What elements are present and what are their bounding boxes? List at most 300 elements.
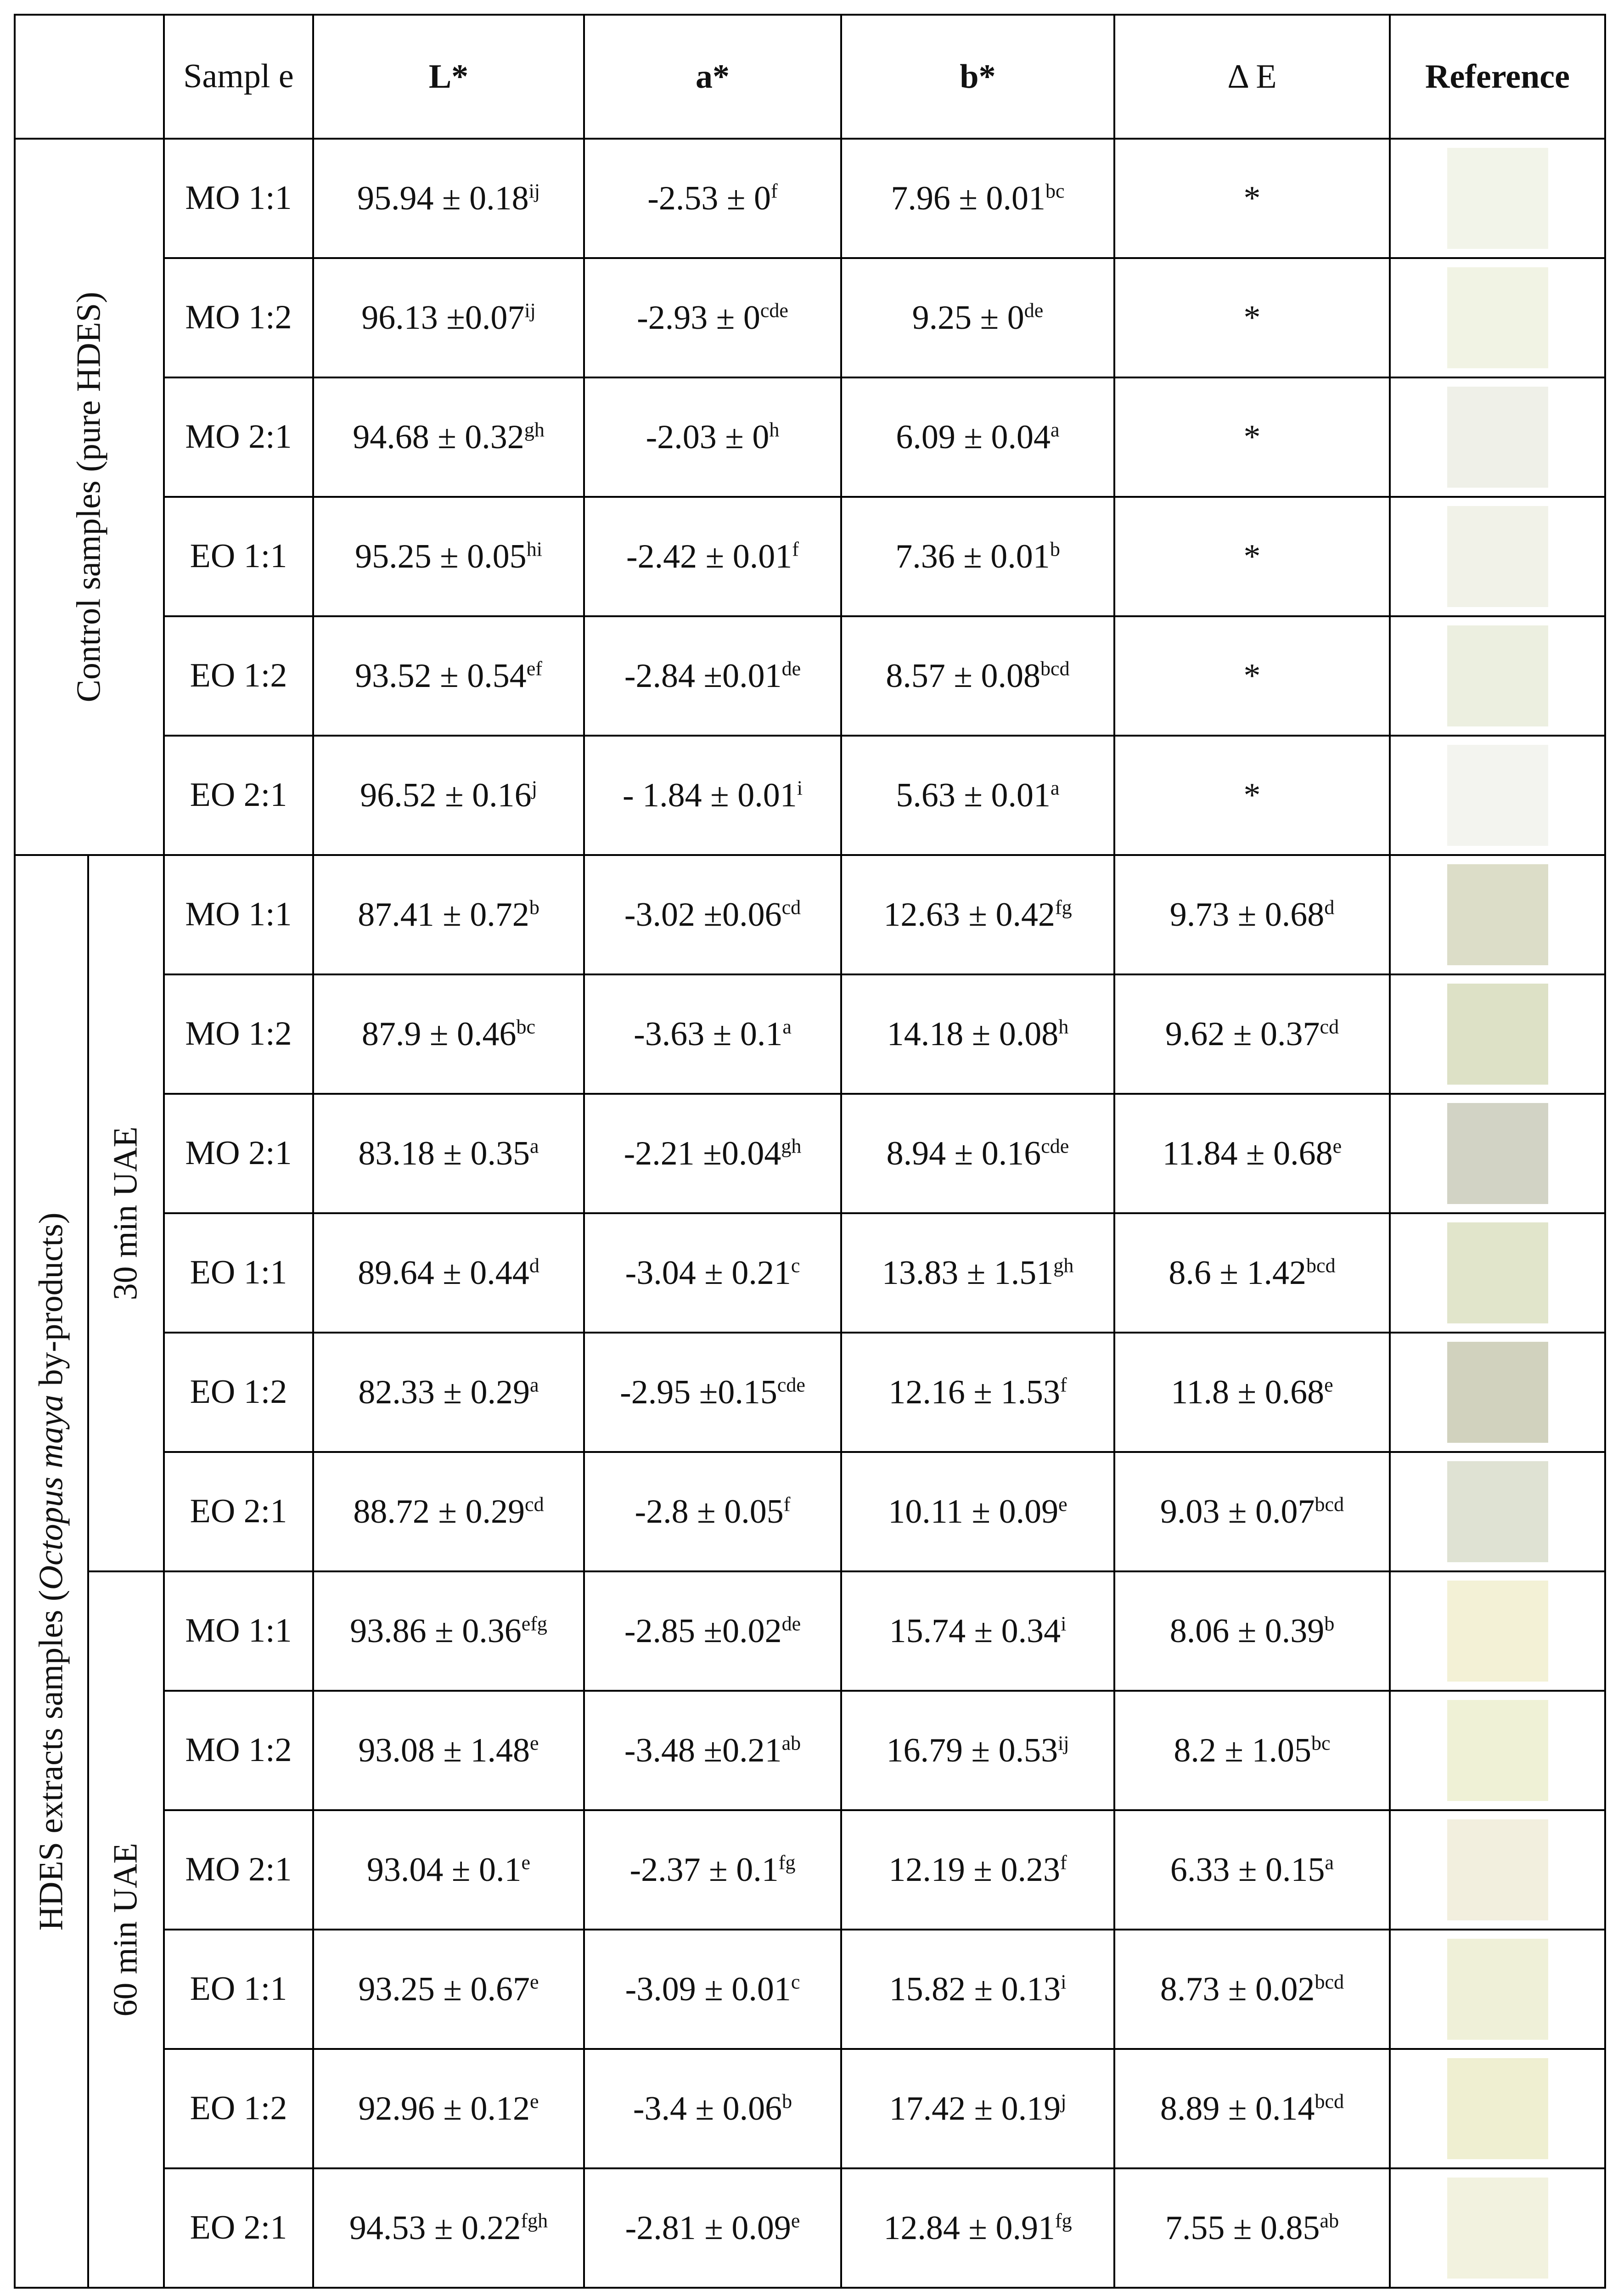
a-superscript: c <box>791 1970 800 1993</box>
b-value: 7.36 ± 0.01 <box>895 537 1050 575</box>
l-superscript: gh <box>524 418 545 441</box>
reference-color-swatch <box>1447 864 1548 965</box>
a-value-cell <box>584 1094 841 1213</box>
l-superscript: ij <box>524 298 536 321</box>
delta-e-cell <box>1114 1213 1390 1333</box>
delta-e-cell <box>1114 2168 1390 2288</box>
header-sample: Sampl e <box>164 15 313 139</box>
time-text: 60 min UAE <box>107 1842 145 2017</box>
reference-cell <box>1390 1094 1605 1213</box>
l-value-cell <box>313 616 584 736</box>
l-superscript: e <box>530 1970 539 1993</box>
l-value-cell <box>313 1930 584 2049</box>
sample-cell <box>164 1691 313 1810</box>
delta-e-superscript: d <box>1324 895 1335 918</box>
l-superscript: d <box>529 1254 539 1277</box>
reference-color-swatch <box>1447 1700 1548 1801</box>
header-row <box>15 15 1605 139</box>
sample-label: MO 1:1 <box>185 895 292 934</box>
sample-cell <box>164 1810 313 1930</box>
l-value: 95.25 ± 0.05 <box>355 537 527 575</box>
b-superscript: bcd <box>1040 657 1070 680</box>
a-value-cell <box>584 974 841 1094</box>
reference-color-swatch <box>1447 1939 1548 2040</box>
b-superscript: fg <box>1055 895 1072 918</box>
reference-color-swatch <box>1447 2058 1548 2159</box>
a-value-cell <box>584 1213 841 1333</box>
b-value-cell <box>841 1333 1114 1452</box>
reference-cell <box>1390 974 1605 1094</box>
reference-cell <box>1390 1810 1605 1930</box>
a-value-cell <box>584 1333 841 1452</box>
sample-label: MO 1:2 <box>185 1015 292 1053</box>
reference-cell <box>1390 736 1605 855</box>
l-value-cell <box>313 1571 584 1691</box>
reference-color-swatch <box>1447 1819 1548 1920</box>
delta-e-superscript: e <box>1324 1373 1333 1396</box>
l-value: 83.18 ± 0.35 <box>358 1134 530 1172</box>
b-value-cell <box>841 1571 1114 1691</box>
b-value: 12.16 ± 1.53 <box>888 1373 1060 1411</box>
time-text: 30 min UAE <box>107 1126 145 1300</box>
sample-label: EO 2:1 <box>190 1492 287 1531</box>
sample-label: MO 2:1 <box>185 1134 292 1172</box>
l-value: 95.94 ± 0.18 <box>357 179 529 217</box>
sample-cell <box>164 139 313 258</box>
a-value: -2.03 ± 0 <box>646 418 770 456</box>
sample-cell <box>164 258 313 377</box>
delta-e-value: * <box>1243 418 1261 456</box>
l-superscript: j <box>531 776 537 799</box>
sample-label: EO 1:1 <box>190 1254 287 1292</box>
a-value-cell <box>584 377 841 497</box>
a-superscript: i <box>797 776 803 799</box>
delta-e-cell <box>1114 974 1390 1094</box>
reference-cell <box>1390 497 1605 616</box>
l-value-cell <box>313 2168 584 2288</box>
b-value: 14.18 ± 0.08 <box>887 1015 1059 1053</box>
b-superscript: a <box>1051 418 1060 441</box>
a-superscript: ab <box>781 1731 801 1754</box>
l-value-cell <box>313 1452 584 1571</box>
b-superscript: f <box>1060 1851 1067 1874</box>
l-superscript: b <box>529 895 539 918</box>
b-value-cell <box>841 736 1114 855</box>
l-value: 87.41 ± 0.72 <box>358 895 529 934</box>
delta-e-value: 9.73 ± 0.68 <box>1169 895 1325 934</box>
b-value: 10.11 ± 0.09 <box>888 1492 1059 1531</box>
table-row <box>15 855 1605 974</box>
delta-e-cell <box>1114 616 1390 736</box>
reference-color-swatch <box>1447 148 1548 249</box>
hdes-group-text: HDES extracts samples (Octopus maya by-products) <box>32 1212 70 1930</box>
a-value-cell <box>584 2049 841 2168</box>
a-value-cell <box>584 855 841 974</box>
a-value-cell <box>584 497 841 616</box>
group-label-control <box>15 139 164 855</box>
reference-color-swatch <box>1447 1581 1548 1682</box>
reference-color-swatch <box>1447 1222 1548 1323</box>
reference-color-swatch <box>1447 2178 1548 2279</box>
sample-label: EO 1:1 <box>190 537 287 575</box>
a-value-cell <box>584 258 841 377</box>
b-value-cell <box>841 1452 1114 1571</box>
a-value-cell <box>584 1571 841 1691</box>
sample-label: EO 1:1 <box>190 1970 287 2008</box>
a-superscript: de <box>781 657 801 680</box>
sample-label: MO 1:2 <box>185 1731 292 1769</box>
reference-color-swatch <box>1447 506 1548 607</box>
table-row <box>15 1571 1605 1691</box>
sample-cell <box>164 497 313 616</box>
l-value: 87.9 ± 0.46 <box>361 1015 517 1053</box>
l-superscript: a <box>530 1134 539 1157</box>
l-superscript: a <box>530 1373 539 1396</box>
l-value: 96.52 ± 0.16 <box>360 776 532 814</box>
time-label-30 <box>88 855 164 1571</box>
l-superscript: fgh <box>521 2209 548 2232</box>
delta-e-superscript: ab <box>1320 2209 1339 2232</box>
a-value-cell <box>584 1691 841 1810</box>
time-label-60 <box>88 1571 164 2288</box>
b-value: 6.09 ± 0.04 <box>896 418 1051 456</box>
l-value: 94.68 ± 0.32 <box>353 418 524 456</box>
l-value-cell <box>313 1810 584 1930</box>
delta-e-value: 7.55 ± 0.85 <box>1165 2209 1320 2247</box>
sample-cell <box>164 2168 313 2288</box>
b-value: 8.57 ± 0.08 <box>886 657 1041 695</box>
reference-cell <box>1390 1333 1605 1452</box>
reference-cell <box>1390 258 1605 377</box>
sample-cell <box>164 1333 313 1452</box>
b-value-cell <box>841 1691 1114 1810</box>
delta-e-cell <box>1114 1571 1390 1691</box>
delta-e-superscript: b <box>1324 1612 1335 1635</box>
b-value-cell <box>841 1810 1114 1930</box>
delta-e-value: 11.84 ± 0.68 <box>1162 1134 1333 1172</box>
table-row <box>15 1452 1605 1571</box>
sample-cell <box>164 1452 313 1571</box>
table-row <box>15 139 1605 258</box>
b-value: 15.74 ± 0.34 <box>889 1612 1061 1650</box>
a-value-cell <box>584 616 841 736</box>
sample-label: EO 2:1 <box>190 2209 287 2247</box>
reference-cell <box>1390 1930 1605 2049</box>
delta-e-cell <box>1114 1452 1390 1571</box>
a-value: -2.84 ±0.01 <box>624 657 782 695</box>
reference-cell <box>1390 1571 1605 1691</box>
a-value: -2.21 ±0.04 <box>624 1134 781 1172</box>
delta-e-superscript: a <box>1325 1851 1334 1874</box>
reference-color-swatch <box>1447 1103 1548 1204</box>
a-superscript: f <box>771 179 778 202</box>
delta-e-superscript: bc <box>1311 1731 1331 1754</box>
reference-cell <box>1390 616 1605 736</box>
b-value: 9.25 ± 0 <box>912 298 1024 337</box>
a-value: -2.81 ± 0.09 <box>625 2209 791 2247</box>
table-row <box>15 1930 1605 2049</box>
l-superscript: efg <box>521 1612 547 1635</box>
l-superscript: ij <box>528 179 540 202</box>
a-superscript: b <box>782 2089 792 2112</box>
reference-cell <box>1390 377 1605 497</box>
l-value-cell <box>313 855 584 974</box>
b-value: 13.83 ± 1.51 <box>882 1254 1054 1292</box>
l-value-cell <box>313 258 584 377</box>
delta-e-cell <box>1114 1810 1390 1930</box>
delta-e-cell <box>1114 1094 1390 1213</box>
delta-e-superscript: e <box>1332 1134 1342 1157</box>
delta-e-value: 6.33 ± 0.15 <box>1170 1851 1325 1889</box>
a-superscript: fg <box>778 1851 796 1874</box>
a-value: -2.95 ±0.15 <box>620 1373 777 1411</box>
l-value: 93.86 ± 0.36 <box>350 1612 522 1650</box>
b-superscript: i <box>1061 1970 1067 1993</box>
header-a-star: a* <box>584 15 841 139</box>
b-value: 5.63 ± 0.01 <box>896 776 1051 814</box>
b-value-cell <box>841 377 1114 497</box>
a-value: -2.93 ± 0 <box>637 298 760 337</box>
a-value-cell <box>584 2168 841 2288</box>
a-value: -2.8 ± 0.05 <box>635 1492 784 1531</box>
a-superscript: cde <box>777 1373 805 1396</box>
sample-label: EO 1:2 <box>190 1373 287 1411</box>
control-group-text: Control samples (pure HDES) <box>70 291 108 703</box>
a-value-cell <box>584 1810 841 1930</box>
delta-e-cell <box>1114 377 1390 497</box>
sample-label: MO 2:1 <box>185 418 292 456</box>
b-value: 12.19 ± 0.23 <box>888 1851 1060 1889</box>
l-value: 93.52 ± 0.54 <box>355 657 527 695</box>
l-superscript: bc <box>516 1015 536 1038</box>
b-superscript: ij <box>1058 1731 1069 1754</box>
sample-cell <box>164 1930 313 2049</box>
delta-e-cell <box>1114 1930 1390 2049</box>
a-value-cell <box>584 139 841 258</box>
b-superscript: cde <box>1041 1134 1069 1157</box>
l-value: 94.53 ± 0.22 <box>349 2209 521 2247</box>
b-superscript: a <box>1051 776 1060 799</box>
delta-e-value: 11.8 ± 0.68 <box>1171 1373 1325 1411</box>
sample-label: MO 2:1 <box>185 1851 292 1889</box>
a-value: -3.04 ± 0.21 <box>625 1254 791 1292</box>
b-superscript: i <box>1061 1612 1067 1635</box>
b-value-cell <box>841 1094 1114 1213</box>
delta-e-superscript: bcd <box>1315 1492 1344 1515</box>
delta-e-superscript: bcd <box>1306 1254 1336 1277</box>
b-value: 8.94 ± 0.16 <box>886 1134 1041 1172</box>
reference-cell <box>1390 1213 1605 1333</box>
delta-e-value: 8.06 ± 0.39 <box>1169 1612 1325 1650</box>
l-value-cell <box>313 1094 584 1213</box>
reference-color-swatch <box>1447 745 1548 846</box>
b-value-cell <box>841 974 1114 1094</box>
l-superscript: e <box>530 1731 539 1754</box>
b-value-cell <box>841 497 1114 616</box>
table-row <box>15 377 1605 497</box>
sample-cell <box>164 616 313 736</box>
a-superscript: f <box>792 537 799 560</box>
a-value: -3.09 ± 0.01 <box>625 1970 791 2008</box>
l-value-cell <box>313 377 584 497</box>
delta-e-value: * <box>1243 537 1261 575</box>
delta-e-cell <box>1114 1333 1390 1452</box>
reference-cell <box>1390 855 1605 974</box>
b-superscript: f <box>1060 1373 1067 1396</box>
table-row <box>15 497 1605 616</box>
l-value-cell <box>313 497 584 616</box>
table-row <box>15 616 1605 736</box>
delta-e-cell <box>1114 736 1390 855</box>
table-row <box>15 1213 1605 1333</box>
sample-cell <box>164 1571 313 1691</box>
sample-label: MO 1:1 <box>185 179 292 217</box>
delta-e-value: 8.6 ± 1.42 <box>1169 1254 1307 1292</box>
reference-color-swatch <box>1447 1342 1548 1443</box>
l-value-cell <box>313 2049 584 2168</box>
header-b-star: b* <box>841 15 1114 139</box>
color-results-table <box>14 14 1606 2289</box>
a-value: -3.02 ±0.06 <box>624 895 782 934</box>
l-superscript: cd <box>525 1492 544 1515</box>
delta-e-cell <box>1114 139 1390 258</box>
header-reference: Reference <box>1390 15 1605 139</box>
a-value: -3.48 ±0.21 <box>624 1731 782 1769</box>
b-superscript: h <box>1058 1015 1069 1038</box>
b-value-cell <box>841 258 1114 377</box>
reference-color-swatch <box>1447 1461 1548 1562</box>
b-value: 17.42 ± 0.19 <box>889 2089 1061 2127</box>
a-value-cell <box>584 1930 841 2049</box>
sample-label: EO 1:2 <box>190 657 287 695</box>
sample-cell <box>164 377 313 497</box>
table-row <box>15 1094 1605 1213</box>
sample-cell <box>164 1213 313 1333</box>
sample-cell <box>164 1094 313 1213</box>
b-value-cell <box>841 1213 1114 1333</box>
l-value: 96.13 ±0.07 <box>361 298 525 337</box>
l-value-cell <box>313 1213 584 1333</box>
b-value-cell <box>841 2168 1114 2288</box>
a-superscript: de <box>781 1612 801 1635</box>
b-superscript: de <box>1024 298 1044 321</box>
l-value-cell <box>313 1691 584 1810</box>
b-superscript: j <box>1061 2089 1067 2112</box>
delta-e-superscript: cd <box>1320 1015 1339 1038</box>
b-value: 12.84 ± 0.91 <box>883 2209 1055 2247</box>
a-value: -2.37 ± 0.1 <box>629 1851 779 1889</box>
delta-e-cell <box>1114 258 1390 377</box>
table-row <box>15 258 1605 377</box>
delta-e-value: * <box>1243 776 1261 814</box>
delta-e-value: 8.89 ± 0.14 <box>1160 2089 1315 2127</box>
a-superscript: cd <box>781 895 801 918</box>
table-row <box>15 1333 1605 1452</box>
l-value-cell <box>313 974 584 1094</box>
reference-color-swatch <box>1447 387 1548 488</box>
delta-e-value: 9.03 ± 0.07 <box>1160 1492 1315 1531</box>
l-value: 88.72 ± 0.29 <box>353 1492 525 1531</box>
delta-e-cell <box>1114 2049 1390 2168</box>
delta-e-value: 9.62 ± 0.37 <box>1165 1015 1320 1053</box>
l-value-cell <box>313 1333 584 1452</box>
b-value: 7.96 ± 0.01 <box>891 179 1046 217</box>
table-row <box>15 1691 1605 1810</box>
reference-cell <box>1390 2049 1605 2168</box>
a-superscript: cde <box>760 298 788 321</box>
a-superscript: gh <box>781 1134 802 1157</box>
a-value-cell <box>584 1452 841 1571</box>
sample-cell <box>164 2049 313 2168</box>
b-value-cell <box>841 616 1114 736</box>
sample-cell <box>164 736 313 855</box>
l-value-cell <box>313 736 584 855</box>
delta-e-cell <box>1114 497 1390 616</box>
header-delta-e: Δ E <box>1114 15 1390 139</box>
a-value: -2.85 ±0.02 <box>624 1612 782 1650</box>
b-superscript: e <box>1058 1492 1067 1515</box>
b-superscript: fg <box>1055 2209 1072 2232</box>
l-value: 82.33 ± 0.29 <box>358 1373 530 1411</box>
b-superscript: gh <box>1053 1254 1074 1277</box>
l-superscript: e <box>530 2089 539 2112</box>
sample-label: MO 1:1 <box>185 1612 292 1650</box>
header-l-star: L* <box>313 15 584 139</box>
a-value-cell <box>584 736 841 855</box>
b-value: 16.79 ± 0.53 <box>886 1731 1058 1769</box>
delta-e-value: * <box>1243 179 1261 217</box>
reference-color-swatch <box>1447 625 1548 726</box>
l-superscript: e <box>521 1851 531 1874</box>
b-value: 15.82 ± 0.13 <box>889 1970 1061 2008</box>
l-value: 93.08 ± 1.48 <box>358 1731 530 1769</box>
sample-label: EO 2:1 <box>190 776 287 814</box>
l-value: 89.64 ± 0.44 <box>358 1254 529 1292</box>
b-value-cell <box>841 139 1114 258</box>
reference-cell <box>1390 139 1605 258</box>
a-value: -3.4 ± 0.06 <box>633 2089 782 2127</box>
b-superscript: b <box>1050 537 1060 560</box>
l-value: 93.25 ± 0.67 <box>358 1970 530 2008</box>
a-value: -3.63 ± 0.1 <box>634 1015 783 1053</box>
l-superscript: ef <box>526 657 542 680</box>
l-value-cell <box>313 139 584 258</box>
sample-label: MO 1:2 <box>185 298 292 337</box>
table-row <box>15 2049 1605 2168</box>
l-value: 92.96 ± 0.12 <box>358 2089 530 2127</box>
group-label-hdes <box>15 855 88 2288</box>
b-superscript: bc <box>1045 179 1065 202</box>
a-superscript: f <box>783 1492 791 1515</box>
delta-e-superscript: bcd <box>1315 2089 1344 2112</box>
delta-e-cell <box>1114 855 1390 974</box>
sample-label: EO 1:2 <box>190 2089 287 2127</box>
delta-e-value: * <box>1243 657 1261 695</box>
reference-color-swatch <box>1447 984 1548 1085</box>
table-row <box>15 2168 1605 2288</box>
a-superscript: c <box>791 1254 800 1277</box>
delta-e-value: * <box>1243 298 1261 337</box>
reference-cell <box>1390 2168 1605 2288</box>
l-value: 93.04 ± 0.1 <box>366 1851 522 1889</box>
table-row <box>15 1810 1605 1930</box>
a-value: - 1.84 ± 0.01 <box>623 776 797 814</box>
a-value: -2.53 ± 0 <box>647 179 771 217</box>
delta-e-cell <box>1114 1691 1390 1810</box>
delta-e-superscript: bcd <box>1315 1970 1344 1993</box>
sample-cell <box>164 855 313 974</box>
a-superscript: e <box>791 2209 800 2232</box>
